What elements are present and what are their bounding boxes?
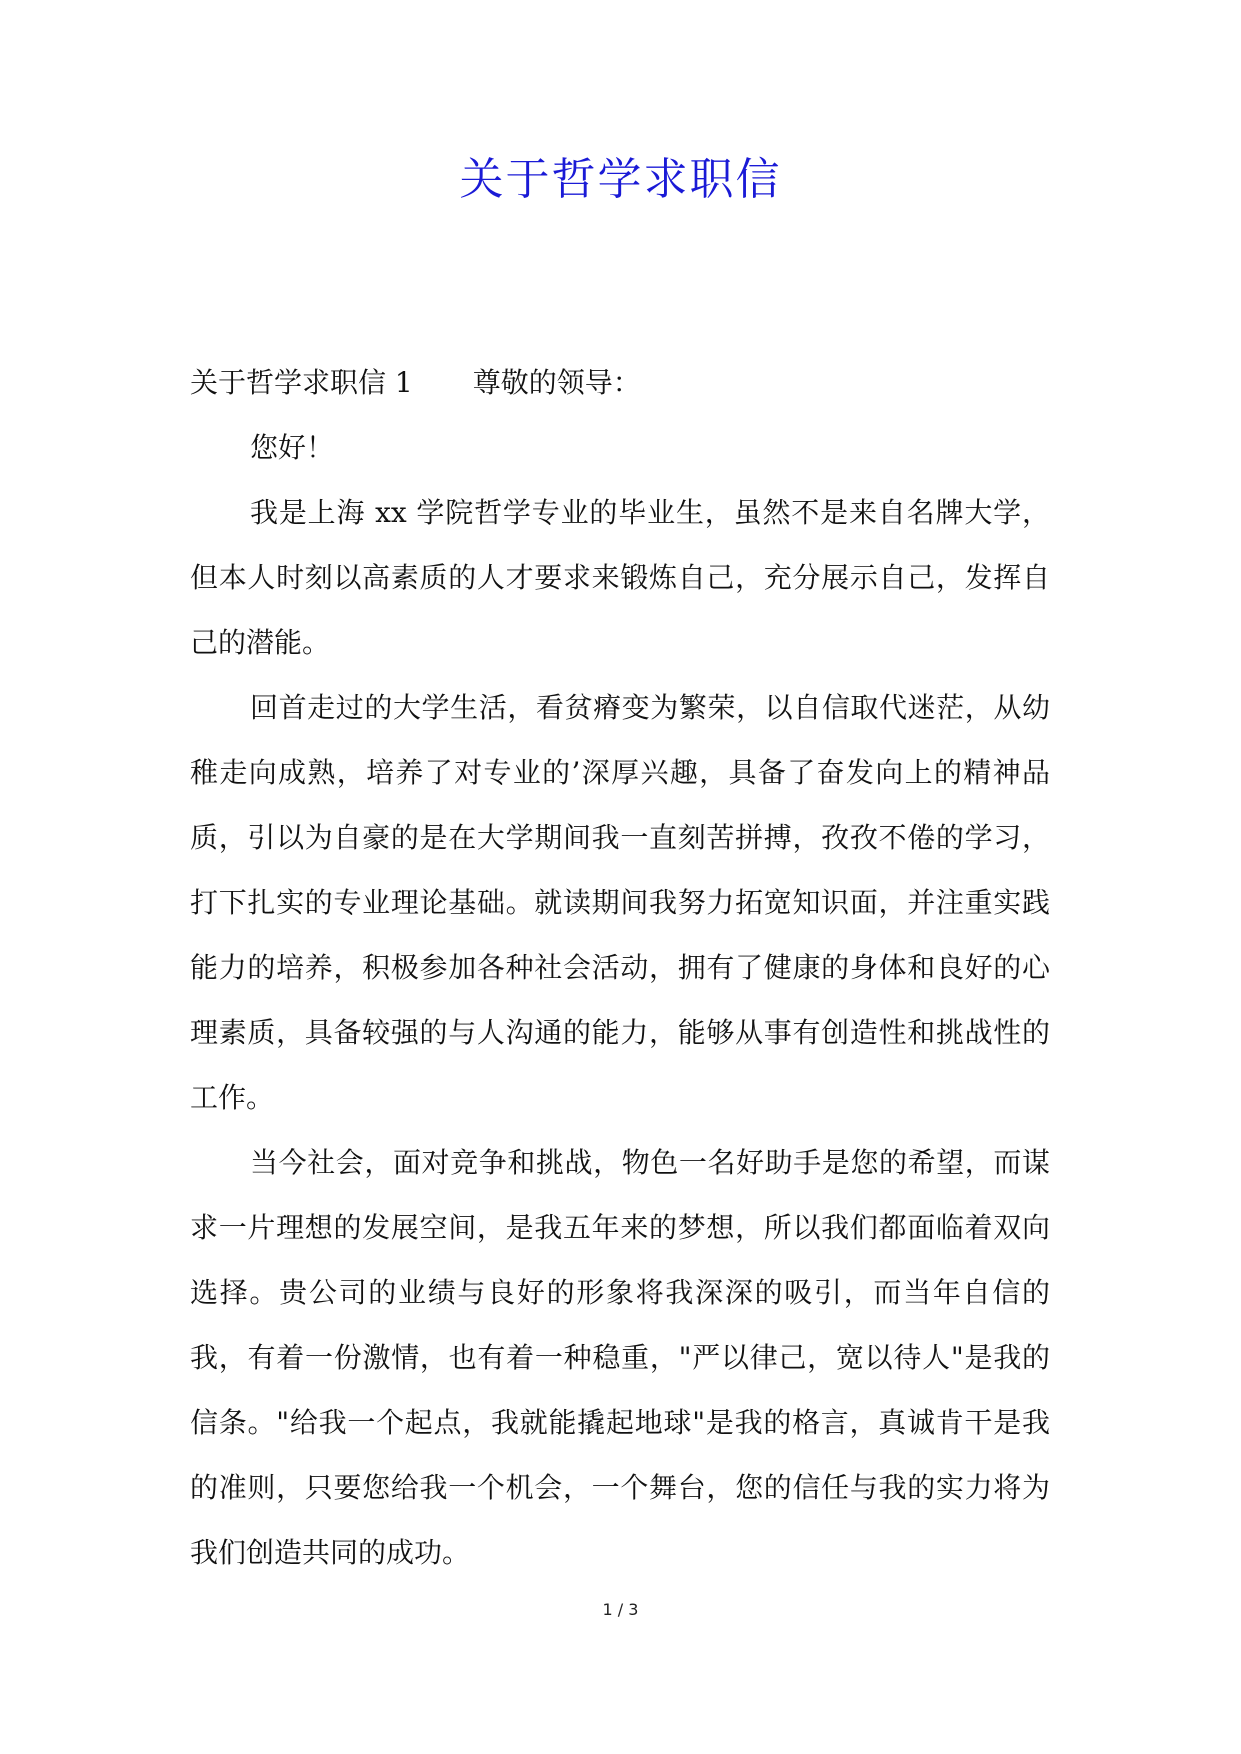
salutation: 尊敬的领导： <box>472 366 641 399</box>
opening-line <box>190 350 1050 415</box>
letter-heading-label: 关于哲学求职信 1 <box>190 366 413 399</box>
paragraph-intro: 我是上海 xx 学院哲学专业的毕业生，虽然不是来自名牌大学，但本人时刻以高素质的人才要求来锻炼自己，充分展示自己，发挥自己的潜能。 <box>190 496 1050 659</box>
paragraph-university-life: 回首走过的大学生活，看贫瘠变为繁荣，以自信取代迷茫，从幼稚走向成熟，培养了对专业的’深厚兴趣，具备了奋发向上的精神品质，引以为自豪的是在大学期间我一直刻苦拼搏，孜孜不倦的学习，打下扎实的专业理论基础。就读期间我努力拓宽知识面，并注重实践能力的培养，积极参加各种社会活动，拥有了健康的身体和良好的心理素质，具备较强的与人沟通的能力，能够从事有创造性和挑战性的工作。 <box>190 691 1050 1114</box>
document-title: 关于哲学求职信 <box>459 154 782 205</box>
greeting: 您好！ <box>250 431 335 464</box>
document-body <box>190 350 1050 1585</box>
paragraph-motivation: 当今社会，面对竞争和挑战，物色一名好助手是您的希望，而谋求一片理想的发展空间，是我五年来的梦想，所以我们都面临着双向选择。贵公司的业绩与良好的形象将我深深的吸引，而当年自信的我，有着一份激情，也有着一种稳重，"严以律己，宽以待人"是我的信条。"给我一个起点，我就能撬起地球"是我的格言，真诚肯干是我的准则，只要您给我一个机会，一个舞台，您的信任与我的实力将为我们创造共同的成功。 <box>190 1146 1050 1569</box>
page-number: 1 / 3 <box>602 1600 639 1619</box>
